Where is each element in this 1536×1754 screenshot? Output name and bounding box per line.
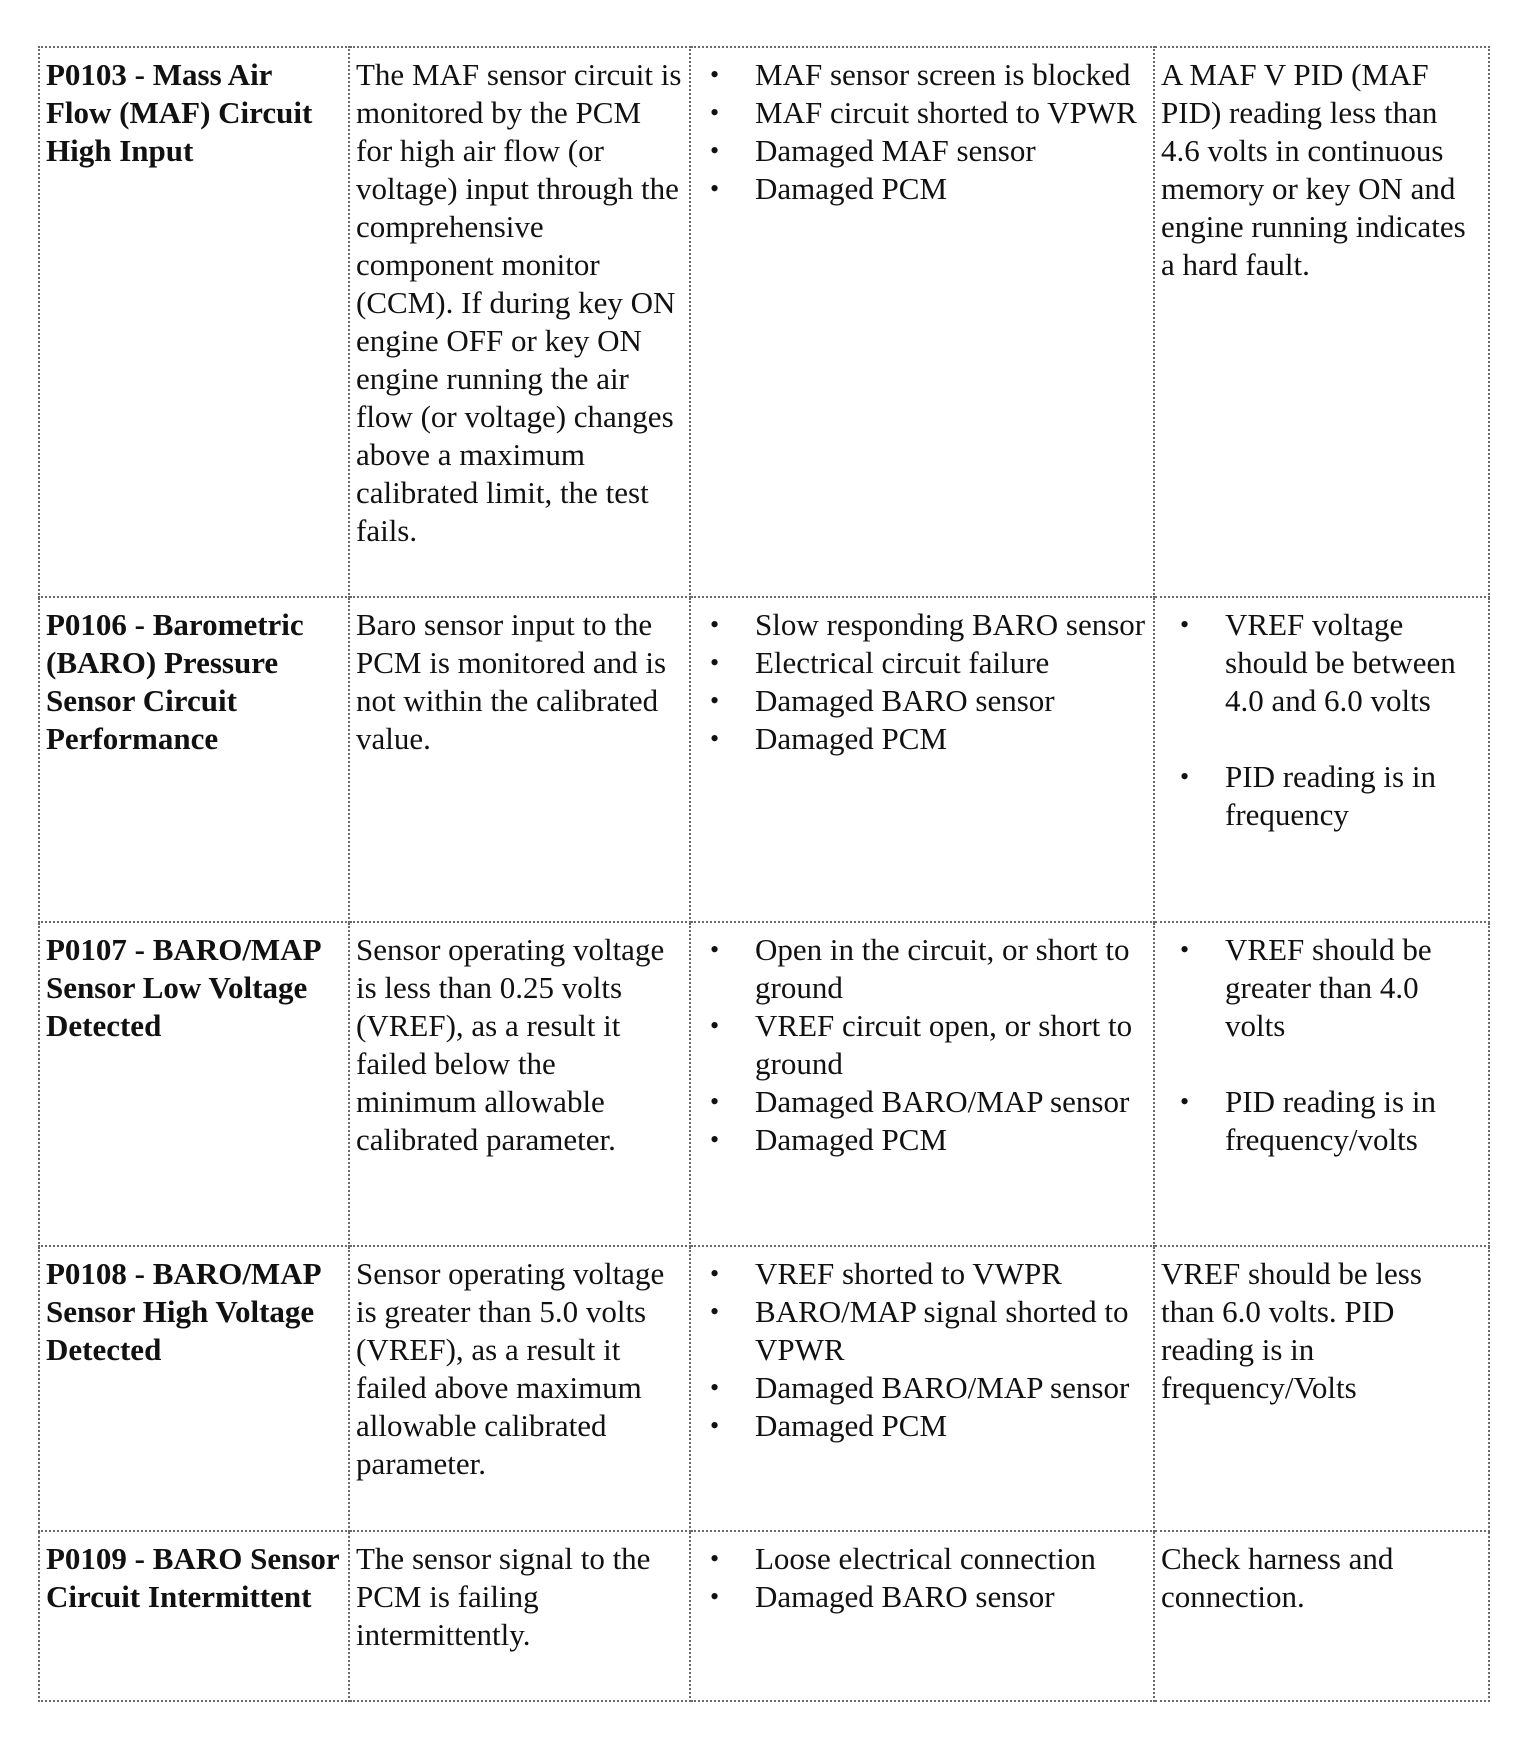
cause-item: • Loose electrical connection [755,1540,1147,1578]
dtc-code: P0103 - Mass Air Flow (MAF) Circuit High Input [39,47,349,597]
cause-item: • Damaged BARO/MAP sensor [755,1083,1147,1121]
cause-item: • Damaged BARO sensor [755,1578,1147,1616]
dtc-code: P0107 - BARO/MAP Sensor Low Voltage Detected [39,922,349,1246]
cause-item: • Damaged PCM [755,1407,1147,1445]
dtc-code: P0109 - BARO Sensor Circuit Intermittent [39,1531,349,1701]
dtc-causes [690,922,1154,1246]
cause-item: • Slow responding BARO sensor [755,606,1147,644]
cause-item: • Damaged MAF sensor [755,132,1147,170]
cause-item: • VREF shorted to VWPR [755,1255,1147,1293]
table-row [39,47,1489,597]
dtc-description: Sensor operating voltage is greater than 5.0 volts (VREF), as a result it failed above maximum allowable calibrated parameter. [349,1246,690,1531]
table-row [39,1246,1489,1531]
cause-item: • Damaged PCM [755,170,1147,208]
table-row [39,1531,1489,1701]
dtc-action: A MAF V PID (MAF PID) reading less than 4.6 volts in continuous memory or key ON and engine running indicates a hard fault. [1154,47,1489,597]
dtc-action [1154,922,1489,1246]
cause-item: • Open in the circuit, or short to ground [755,931,1147,1007]
dtc-description: The MAF sensor circuit is monitored by the PCM for high air flow (or voltage) input through the comprehensive component monitor (CCM). If during key ON engine OFF or key ON engine running the air flow (or voltage) changes above a maximum calibrated limit, the test fails. [349,47,690,597]
cause-item: • Damaged PCM [755,1121,1147,1159]
action-item: • PID reading is in frequency [1225,758,1482,834]
dtc-action: Check harness and connection. [1154,1531,1489,1701]
table-row [39,922,1489,1246]
cause-item: • MAF sensor screen is blocked [755,56,1147,94]
cause-item: • Damaged BARO sensor [755,682,1147,720]
cause-item: • VREF circuit open, or short to ground [755,1007,1147,1083]
dtc-description: Baro sensor input to the PCM is monitored and is not within the calibrated value. [349,597,690,922]
dtc-causes [690,597,1154,922]
dtc-code: P0106 - Barometric (BARO) Pressure Sensor Circuit Performance [39,597,349,922]
dtc-causes [690,1531,1154,1701]
dtc-causes [690,1246,1154,1531]
dtc-action [1154,597,1489,922]
dtc-description: The sensor signal to the PCM is failing intermittently. [349,1531,690,1701]
dtc-description: Sensor operating voltage is less than 0.25 volts (VREF), as a result it failed below the minimum allowable calibrated parameter. [349,922,690,1246]
table-row [39,597,1489,922]
cause-item: • Damaged PCM [755,720,1147,758]
cause-item: • BARO/MAP signal shorted to VPWR [755,1293,1147,1369]
dtc-table [38,46,1490,1702]
dtc-action: VREF should be less than 6.0 volts. PID reading is in frequency/Volts [1154,1246,1489,1531]
cause-item: • MAF circuit shorted to VPWR [755,94,1147,132]
dtc-causes [690,47,1154,597]
cause-item: • Damaged BARO/MAP sensor [755,1369,1147,1407]
action-item: • PID reading is in frequency/volts [1225,1083,1482,1159]
action-item: • VREF should be greater than 4.0 volts [1225,931,1482,1045]
cause-item: • Electrical circuit failure [755,644,1147,682]
action-item: • VREF voltage should be between 4.0 and 6.0 volts [1225,606,1482,720]
dtc-code: P0108 - BARO/MAP Sensor High Voltage Detected [39,1246,349,1531]
